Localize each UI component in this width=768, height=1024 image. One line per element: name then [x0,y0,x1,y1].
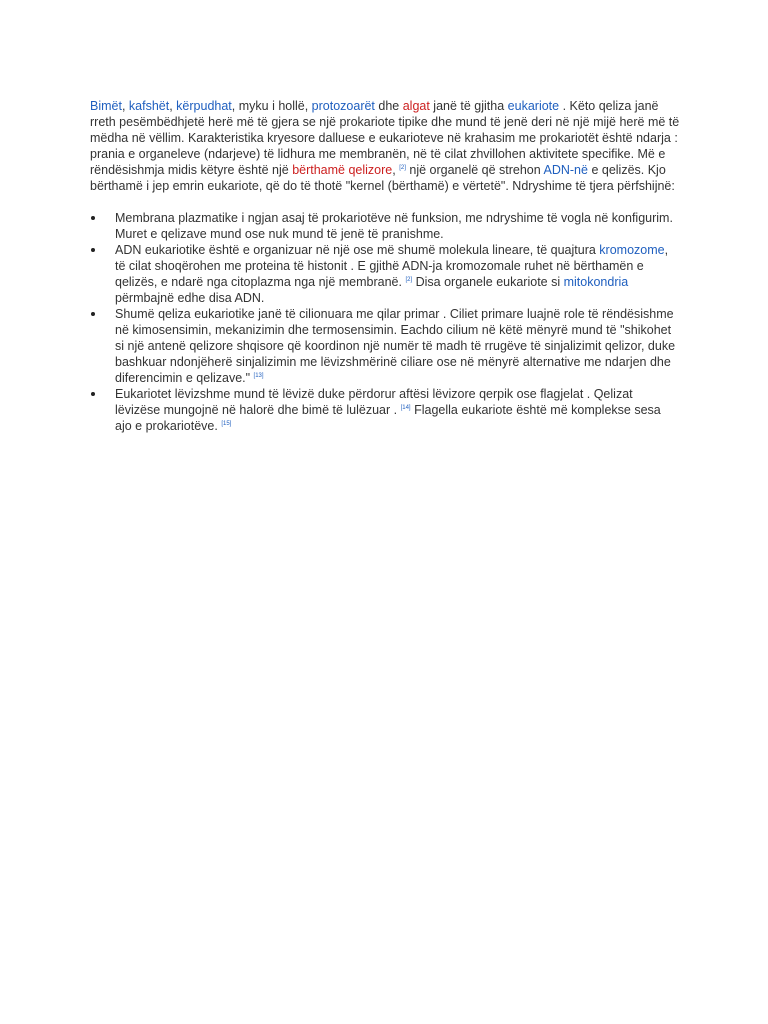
list-item [90,242,680,306]
link-kafshet[interactable]: kafshët [128,99,170,113]
intro-text: një organelë që strehon [405,163,544,177]
list-item [90,386,680,434]
list-item [90,306,680,386]
link-berthame-qelizore[interactable]: bërthamë qelizore [292,163,393,177]
link-adn[interactable]: ADN-në [543,163,588,177]
intro-text: . Këto qeliza janë rreth pesëmbëdhjetë herë më të gjera se një prokariote tipike dhe mund të jenë deri në një mijë herë më të mëdha në vëllim. Karakteristika kryesore dalluese e eukarioteve në krahasim me prokariotët është ndarja : prania e organeleve (ndarjeve) të lidhura me membranën, në të cilat zhvillohen aktivitete specifike. Më e rëndësishmja midis këtyre është një [90,99,680,177]
reference-2[interactable]: [2] [399,164,406,171]
list-item-text: Disa organele eukariote si [412,275,564,289]
list-item [90,210,680,242]
reference-15[interactable]: [15] [221,420,232,427]
link-mitokondria[interactable]: mitokondria [563,275,629,289]
bullet-icon [91,312,95,316]
reference-14[interactable]: [14] [400,404,411,411]
bullet-icon [91,392,95,396]
list-item-text: Membrana plazmatike i ngjan asaj të prokariotëve në funksion, me ndryshime të vogla në konfigurim. Muret e qelizave mund ose nuk mund të jenë të pranishme. [115,211,673,241]
list-item-text: përmbajnë edhe disa ADN. [115,291,265,305]
intro-text: janë të gjitha [429,99,508,113]
list-item-text: Shumë qeliza eukariotike janë të cilionuara me qilar primar . Ciliet primare luajnë role të rëndësishme në kimosensimin, mekanizimin dhe termosensimin. Eachdo cilium në këtë mënyrë mund të "shikohet si një antenë qelizore shqisore që koordinon një numër të madh të rrugëve të sinjalizimit qelizor, duke bashkuar ndonjëherë sinjalizimin me lëvizshmërinë ciliare ose në mënyrë alternative me ndarjen dhe diferencimin e qelizave." [115,307,676,385]
bullet-icon [91,248,95,252]
list-item-text: ADN eukariotike është e organizuar në një ose më shumë molekula lineare, të quajtura [115,243,600,257]
link-kromozome[interactable]: kromozome [599,243,665,257]
intro-text: , [169,99,177,113]
link-eukariote[interactable]: eukariote [507,99,560,113]
intro-text: dhe [374,99,403,113]
intro-text: e qelizës. Kjo bërthamë i jep emrin eukariote, që do të thotë "kernel (bërthamë) e vërtetë". Ndryshime të tjera përfshijnë: [90,163,675,193]
intro-paragraph [90,98,680,194]
link-kerpudhat[interactable]: kërpudhat [176,99,232,113]
link-algat[interactable]: algat [402,99,430,113]
intro-text: , [392,163,396,177]
reference-13[interactable]: [13] [253,372,264,379]
list-item-text: Flagella eukariote është më komplekse sesa ajo e prokariotëve. [115,403,661,433]
differences-list [90,210,680,434]
intro-text: , myku i hollë, [231,99,312,113]
list-item-text: Eukariotet lëvizshme mund të lëvizë duke përdorur aftësi lëvizore qerpik ose flagjelat . Qelizat lëvizëse mungojnë në halorë dhe bimë të lulëzuar . [115,387,633,417]
link-bimet[interactable]: Bimët [90,99,122,113]
list-item-text: , të cilat shoqërohen me proteina të histonit . E gjithë ADN-ja kromozomale ruhet në bërthamën e qelizës, e ndarë nga citoplazma nga një membranë. [115,243,669,289]
reference-2[interactable]: [2] [405,276,413,283]
link-protozoaret[interactable]: protozoarët [311,99,375,113]
bullet-icon [91,216,95,220]
intro-text: , [121,99,129,113]
document-page [90,98,680,434]
